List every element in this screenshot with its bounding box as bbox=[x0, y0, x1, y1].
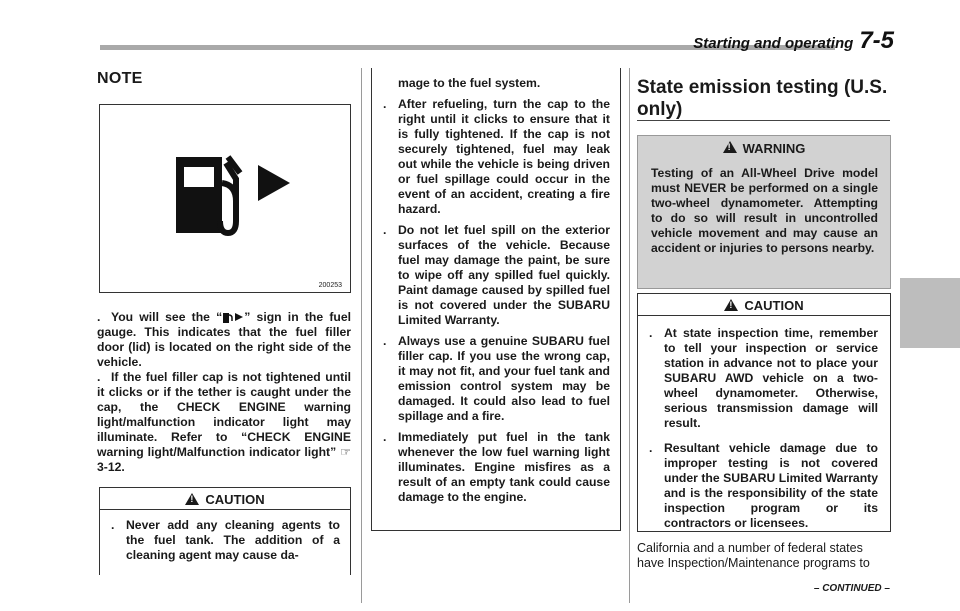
figure-code: 200253 bbox=[318, 282, 342, 289]
page-number: 7-5 bbox=[859, 27, 894, 54]
fuel-door-figure bbox=[99, 104, 351, 293]
note-paragraph-1: . You will see the “ ” sign in the fuel gauge. This indicates that the fuel filler door (lid) is located on the right side of the vehicle. bbox=[97, 310, 351, 369]
warning-label: !WARNING bbox=[638, 141, 890, 156]
section-title-header: Starting and operating bbox=[693, 35, 854, 52]
note-title: NOTE bbox=[97, 70, 143, 87]
caution-item: mage to the fuel system. bbox=[398, 76, 541, 90]
caution-item: . Immediately put fuel in the tank whenever the low fuel warning light illuminates. Engine misfires as a result of an empty tank could cause damage to the engine. bbox=[383, 430, 610, 504]
chapter-tab bbox=[900, 278, 960, 348]
note-paragraph-2: . If the fuel filler cap is not tightened until it clicks or if the tether is caught under the cap, the CHECK ENGINE warning light/malfunction indicator light may illuminate. Refer to “CHECK ENGINE warning light/Malfunction indicator light” ☞3-12. bbox=[97, 370, 351, 474]
column-divider-left bbox=[361, 68, 362, 603]
warning-triangle-icon bbox=[723, 141, 737, 153]
column-divider-right bbox=[629, 68, 630, 603]
warning-triangle-icon bbox=[724, 299, 738, 311]
warning-triangle-icon bbox=[185, 493, 199, 505]
warning-text: Testing of an All-Wheel Drive model must NEVER be performed on a single two-wheel dynamometer. Attempting to do so will result in uncontrolled vehicle movement and may cause an accident or injuries to persons nearby. bbox=[651, 166, 878, 255]
section-heading: State emission testing (U.S. only) bbox=[637, 77, 888, 120]
continued-label: – CONTINUED – bbox=[813, 583, 890, 594]
caution-panel-1 bbox=[99, 509, 351, 575]
warning-box bbox=[637, 135, 891, 289]
fuel-pump-arrow-icon bbox=[100, 105, 350, 292]
fuel-door-icon bbox=[222, 311, 244, 323]
caution-item: . Never add any cleaning agents to the fuel tank. The addition of a cleaning agent may cause da- bbox=[111, 518, 340, 562]
caution-item: . Resultant vehicle damage due to improper testing is not covered under the SUBARU Limited Warranty and is the responsibility of the state inspection program or its contractors or licensees. bbox=[649, 441, 878, 530]
section-rule bbox=[637, 120, 890, 121]
caution-item: . At state inspection time, remember to tell your inspection or service station in advance not to place your SUBARU AWD vehicle on a two-wheel dynamometer. Otherwise, serious transmission damage will result. bbox=[649, 326, 878, 430]
caution-panel-2 bbox=[637, 315, 891, 532]
caution-item: . Always use a genuine SUBARU fuel filler cap. If you use the wrong cap, it may not fit, and your fuel tank and emission control system may be damaged. It could also lead to fuel spillage and a fire. bbox=[383, 334, 610, 423]
emission-body-text: California and a number of federal states have Inspection/Maintenance programs to bbox=[637, 541, 870, 570]
caution-item: . After refueling, turn the cap to the right until it clicks to ensure that it is fully tightened. If the cap is not securely tightened, fuel may leak out while the vehicle is being driven or fuel spillage could occur in the event of an accident, creating a fire hazard. bbox=[383, 97, 610, 216]
caution-header-1: ! CAUTION bbox=[99, 487, 351, 511]
page-header bbox=[693, 27, 894, 55]
caution-panel-1-continued bbox=[371, 68, 621, 531]
caution-item: . Do not let fuel spill on the exterior surfaces of the vehicle. Because fuel may damage the paint, be sure to wipe off any spilled fuel quickly. Paint damage caused by spilled fuel is not covered under the SUBARU Limited Warranty. bbox=[383, 223, 610, 327]
caution-header-2: ! CAUTION bbox=[637, 293, 891, 317]
